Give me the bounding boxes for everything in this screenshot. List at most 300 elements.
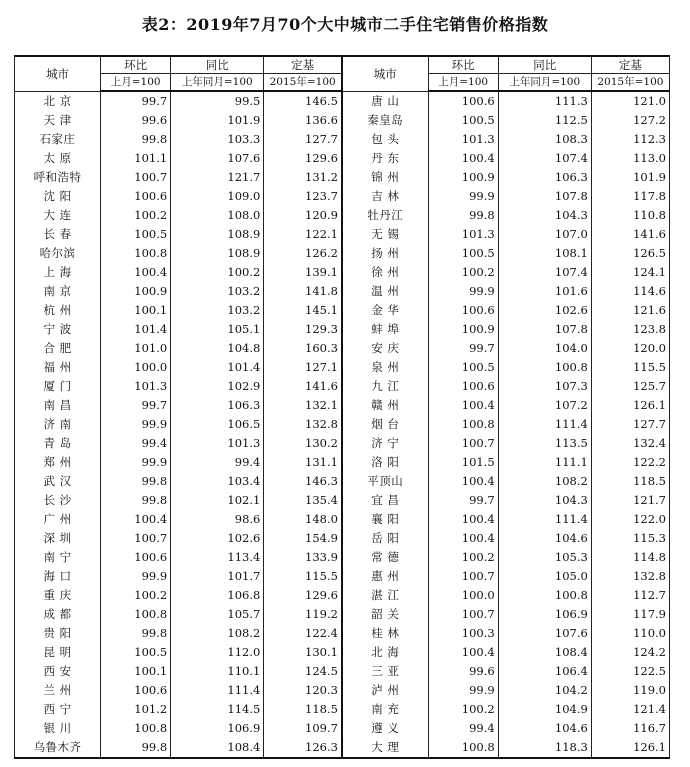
right-yoy-value: 104.6 — [498, 529, 591, 548]
right-fixed-value: 121.0 — [591, 91, 669, 111]
table-row — [15, 263, 670, 282]
right-fixed-value: 114.8 — [591, 548, 669, 567]
right-city-name: 岳 阳 — [342, 529, 428, 548]
left-mom-value: 100.5 — [101, 643, 171, 662]
right-mom-value: 100.5 — [428, 358, 498, 377]
left-city-name: 合 肥 — [15, 339, 101, 358]
right-mom-value: 100.9 — [428, 168, 498, 187]
table-row — [15, 453, 670, 472]
right-fixed-value: 132.4 — [591, 434, 669, 453]
left-city-name: 青 岛 — [15, 434, 101, 453]
right-fixed-value: 132.8 — [591, 567, 669, 586]
left-mom-value: 100.7 — [101, 529, 171, 548]
left-city-name: 宁 波 — [15, 320, 101, 339]
left-mom-value: 100.8 — [101, 244, 171, 263]
right-city-name: 赣 州 — [342, 396, 428, 415]
right-city-name: 金 华 — [342, 301, 428, 320]
table-row — [15, 700, 670, 719]
left-yoy-value: 109.0 — [171, 187, 264, 206]
left-yoy-value: 108.2 — [171, 624, 264, 643]
left-city-name: 昆 明 — [15, 643, 101, 662]
left-city-name: 海 口 — [15, 567, 101, 586]
right-mom-value: 100.4 — [428, 396, 498, 415]
left-mom-value: 101.0 — [101, 339, 171, 358]
right-fixed-value: 115.3 — [591, 529, 669, 548]
header-mom-base-left: 上月=100 — [101, 74, 171, 92]
right-yoy-value: 111.3 — [498, 91, 591, 111]
right-city-name: 宜 昌 — [342, 491, 428, 510]
left-yoy-value: 108.4 — [171, 738, 264, 758]
right-fixed-value: 121.4 — [591, 700, 669, 719]
right-city-name: 徐 州 — [342, 263, 428, 282]
left-city-name: 重 庆 — [15, 586, 101, 605]
table-row — [15, 91, 670, 111]
right-city-name: 烟 台 — [342, 415, 428, 434]
left-yoy-value: 102.1 — [171, 491, 264, 510]
left-mom-value: 99.4 — [101, 434, 171, 453]
right-city-name: 锦 州 — [342, 168, 428, 187]
header-city-left: 城市 — [15, 56, 101, 91]
left-yoy-value: 108.9 — [171, 244, 264, 263]
left-yoy-value: 99.4 — [171, 453, 264, 472]
right-fixed-value: 110.8 — [591, 206, 669, 225]
left-fixed-value: 154.9 — [264, 529, 342, 548]
left-yoy-value: 121.7 — [171, 168, 264, 187]
left-fixed-value: 141.6 — [264, 377, 342, 396]
right-yoy-value: 104.6 — [498, 719, 591, 738]
table-body — [15, 91, 670, 758]
right-mom-value: 100.6 — [428, 91, 498, 111]
right-yoy-value: 111.1 — [498, 453, 591, 472]
left-city-name: 深 圳 — [15, 529, 101, 548]
left-fixed-value: 133.9 — [264, 548, 342, 567]
right-mom-value: 100.4 — [428, 149, 498, 168]
left-city-name: 杭 州 — [15, 301, 101, 320]
left-fixed-value: 109.7 — [264, 719, 342, 738]
left-mom-value: 99.8 — [101, 624, 171, 643]
left-mom-value: 100.1 — [101, 662, 171, 681]
right-yoy-value: 112.5 — [498, 111, 591, 130]
right-city-name: 惠 州 — [342, 567, 428, 586]
left-city-name: 长 沙 — [15, 491, 101, 510]
right-yoy-value: 105.0 — [498, 567, 591, 586]
left-yoy-value: 108.9 — [171, 225, 264, 244]
header-yoy-base-left: 上年同月=100 — [171, 74, 264, 92]
left-fixed-value: 131.2 — [264, 168, 342, 187]
right-yoy-value: 106.9 — [498, 605, 591, 624]
left-yoy-value: 99.5 — [171, 91, 264, 111]
left-mom-value: 100.2 — [101, 206, 171, 225]
right-yoy-value: 118.3 — [498, 738, 591, 758]
table-row — [15, 377, 670, 396]
table-row — [15, 643, 670, 662]
left-city-name: 南 宁 — [15, 548, 101, 567]
right-city-name: 九 江 — [342, 377, 428, 396]
right-yoy-value: 107.4 — [498, 263, 591, 282]
right-city-name: 湛 江 — [342, 586, 428, 605]
right-mom-value: 100.7 — [428, 605, 498, 624]
right-city-name: 泸 州 — [342, 681, 428, 700]
left-fixed-value: 129.3 — [264, 320, 342, 339]
left-fixed-value: 141.8 — [264, 282, 342, 301]
left-city-name: 沈 阳 — [15, 187, 101, 206]
right-city-name: 吉 林 — [342, 187, 428, 206]
right-fixed-value: 127.7 — [591, 415, 669, 434]
left-fixed-value: 132.8 — [264, 415, 342, 434]
right-fixed-value: 116.7 — [591, 719, 669, 738]
left-mom-value: 101.2 — [101, 700, 171, 719]
right-mom-value: 100.4 — [428, 472, 498, 491]
table-row — [15, 320, 670, 339]
left-yoy-value: 106.9 — [171, 719, 264, 738]
right-mom-value: 100.4 — [428, 510, 498, 529]
left-fixed-value: 120.9 — [264, 206, 342, 225]
left-city-name: 乌鲁木齐 — [15, 738, 101, 758]
table-row — [15, 149, 670, 168]
left-city-name: 成 都 — [15, 605, 101, 624]
left-fixed-value: 118.5 — [264, 700, 342, 719]
table-row — [15, 510, 670, 529]
table-row — [15, 472, 670, 491]
right-yoy-value: 107.8 — [498, 187, 591, 206]
left-yoy-value: 105.1 — [171, 320, 264, 339]
right-mom-value: 100.2 — [428, 548, 498, 567]
left-city-name: 大 连 — [15, 206, 101, 225]
right-city-name: 安 庆 — [342, 339, 428, 358]
left-mom-value: 99.9 — [101, 567, 171, 586]
right-yoy-value: 107.6 — [498, 624, 591, 643]
left-city-name: 长 春 — [15, 225, 101, 244]
left-mom-value: 99.9 — [101, 415, 171, 434]
left-mom-value: 100.4 — [101, 263, 171, 282]
right-yoy-value: 106.3 — [498, 168, 591, 187]
table-row — [15, 662, 670, 681]
price-index-table — [14, 55, 670, 759]
left-yoy-value: 106.5 — [171, 415, 264, 434]
right-fixed-value: 126.1 — [591, 396, 669, 415]
left-mom-value: 101.1 — [101, 149, 171, 168]
right-city-name: 遵 义 — [342, 719, 428, 738]
left-city-name: 呼和浩特 — [15, 168, 101, 187]
left-city-name: 贵 阳 — [15, 624, 101, 643]
right-yoy-value: 105.3 — [498, 548, 591, 567]
right-city-name: 洛 阳 — [342, 453, 428, 472]
right-fixed-value: 121.7 — [591, 491, 669, 510]
left-city-name: 西 安 — [15, 662, 101, 681]
right-yoy-value: 104.2 — [498, 681, 591, 700]
left-city-name: 哈尔滨 — [15, 244, 101, 263]
left-city-name: 南 京 — [15, 282, 101, 301]
right-yoy-value: 107.8 — [498, 320, 591, 339]
right-mom-value: 100.8 — [428, 415, 498, 434]
left-city-name: 石家庄 — [15, 130, 101, 149]
left-fixed-value: 131.1 — [264, 453, 342, 472]
left-mom-value: 100.6 — [101, 681, 171, 700]
left-fixed-value: 123.7 — [264, 187, 342, 206]
left-mom-value: 99.8 — [101, 738, 171, 758]
table-row — [15, 244, 670, 263]
left-fixed-value: 132.1 — [264, 396, 342, 415]
left-city-name: 广 州 — [15, 510, 101, 529]
right-city-name: 无 锡 — [342, 225, 428, 244]
right-fixed-value: 122.0 — [591, 510, 669, 529]
left-city-name: 天 津 — [15, 111, 101, 130]
right-fixed-value: 119.0 — [591, 681, 669, 700]
left-fixed-value: 129.6 — [264, 149, 342, 168]
right-fixed-value: 117.9 — [591, 605, 669, 624]
right-mom-value: 101.5 — [428, 453, 498, 472]
left-yoy-value: 106.3 — [171, 396, 264, 415]
left-yoy-value: 98.6 — [171, 510, 264, 529]
header-fixed-base-right: 2015年=100 — [591, 74, 669, 92]
left-city-name: 武 汉 — [15, 472, 101, 491]
right-city-name: 襄 阳 — [342, 510, 428, 529]
left-mom-value: 100.8 — [101, 719, 171, 738]
left-mom-value: 99.7 — [101, 396, 171, 415]
right-yoy-value: 108.4 — [498, 643, 591, 662]
right-mom-value: 100.7 — [428, 567, 498, 586]
table-row — [15, 738, 670, 758]
right-yoy-value: 104.3 — [498, 206, 591, 225]
left-yoy-value: 102.6 — [171, 529, 264, 548]
left-fixed-value: 139.1 — [264, 263, 342, 282]
right-yoy-value: 102.6 — [498, 301, 591, 320]
left-yoy-value: 102.9 — [171, 377, 264, 396]
left-yoy-value: 101.7 — [171, 567, 264, 586]
left-yoy-value: 101.9 — [171, 111, 264, 130]
right-yoy-value: 106.4 — [498, 662, 591, 681]
right-mom-value: 100.9 — [428, 320, 498, 339]
left-yoy-value: 101.3 — [171, 434, 264, 453]
left-city-name: 厦 门 — [15, 377, 101, 396]
left-mom-value: 99.8 — [101, 491, 171, 510]
left-yoy-value: 103.4 — [171, 472, 264, 491]
right-mom-value: 100.8 — [428, 738, 498, 758]
left-yoy-value: 105.7 — [171, 605, 264, 624]
right-city-name: 丹 东 — [342, 149, 428, 168]
right-city-name: 泉 州 — [342, 358, 428, 377]
right-fixed-value: 123.8 — [591, 320, 669, 339]
table-row — [15, 624, 670, 643]
left-mom-value: 99.9 — [101, 453, 171, 472]
left-city-name: 西 宁 — [15, 700, 101, 719]
table-row — [15, 681, 670, 700]
table-row — [15, 415, 670, 434]
right-city-name: 蚌 埠 — [342, 320, 428, 339]
right-fixed-value: 112.3 — [591, 130, 669, 149]
table-row — [15, 719, 670, 738]
left-yoy-value: 107.6 — [171, 149, 264, 168]
right-yoy-value: 101.6 — [498, 282, 591, 301]
right-yoy-value: 100.8 — [498, 586, 591, 605]
right-mom-value: 100.6 — [428, 377, 498, 396]
left-mom-value: 100.0 — [101, 358, 171, 377]
table-row — [15, 206, 670, 225]
left-fixed-value: 136.6 — [264, 111, 342, 130]
right-city-name: 韶 关 — [342, 605, 428, 624]
right-fixed-value: 124.2 — [591, 643, 669, 662]
left-city-name: 福 州 — [15, 358, 101, 377]
right-fixed-value: 115.5 — [591, 358, 669, 377]
right-city-name: 大 理 — [342, 738, 428, 758]
left-city-name: 银 川 — [15, 719, 101, 738]
right-fixed-value: 121.6 — [591, 301, 669, 320]
left-city-name: 南 昌 — [15, 396, 101, 415]
header-mom-base-right: 上月=100 — [428, 74, 498, 92]
table-row — [15, 339, 670, 358]
table-row — [15, 187, 670, 206]
left-city-name: 济 南 — [15, 415, 101, 434]
left-mom-value: 101.4 — [101, 320, 171, 339]
header-yoy-left: 同比 — [171, 56, 264, 74]
left-fixed-value: 130.2 — [264, 434, 342, 453]
header-yoy-right: 同比 — [498, 56, 591, 74]
left-fixed-value: 145.1 — [264, 301, 342, 320]
right-mom-value: 100.6 — [428, 301, 498, 320]
left-mom-value: 100.6 — [101, 187, 171, 206]
right-fixed-value: 122.5 — [591, 662, 669, 681]
left-yoy-value: 104.8 — [171, 339, 264, 358]
left-mom-value: 99.7 — [101, 91, 171, 111]
table-row — [15, 111, 670, 130]
right-mom-value: 101.3 — [428, 130, 498, 149]
right-city-name: 平顶山 — [342, 472, 428, 491]
right-mom-value: 100.5 — [428, 244, 498, 263]
left-yoy-value: 103.2 — [171, 282, 264, 301]
left-mom-value: 100.9 — [101, 282, 171, 301]
left-yoy-value: 113.4 — [171, 548, 264, 567]
left-yoy-value: 103.3 — [171, 130, 264, 149]
right-city-name: 包 头 — [342, 130, 428, 149]
left-mom-value: 99.8 — [101, 130, 171, 149]
right-city-name: 唐 山 — [342, 91, 428, 111]
left-fixed-value: 119.2 — [264, 605, 342, 624]
right-city-name: 南 充 — [342, 700, 428, 719]
right-fixed-value: 118.5 — [591, 472, 669, 491]
right-fixed-value: 110.0 — [591, 624, 669, 643]
left-mom-value: 101.3 — [101, 377, 171, 396]
right-yoy-value: 107.0 — [498, 225, 591, 244]
header-mom-left: 环比 — [101, 56, 171, 74]
left-mom-value: 100.6 — [101, 548, 171, 567]
left-mom-value: 100.2 — [101, 586, 171, 605]
right-mom-value: 99.9 — [428, 282, 498, 301]
table-row — [15, 396, 670, 415]
right-fixed-value: 125.7 — [591, 377, 669, 396]
table-row — [15, 130, 670, 149]
left-mom-value: 100.8 — [101, 605, 171, 624]
right-mom-value: 99.9 — [428, 681, 498, 700]
right-mom-value: 100.7 — [428, 434, 498, 453]
left-city-name: 北 京 — [15, 91, 101, 111]
right-fixed-value: 113.0 — [591, 149, 669, 168]
left-fixed-value: 146.5 — [264, 91, 342, 111]
left-yoy-value: 108.0 — [171, 206, 264, 225]
right-city-name: 三 亚 — [342, 662, 428, 681]
right-yoy-value: 108.3 — [498, 130, 591, 149]
header-yoy-base-right: 上年同月=100 — [498, 74, 591, 92]
right-city-name: 牡丹江 — [342, 206, 428, 225]
right-city-name: 常 德 — [342, 548, 428, 567]
right-yoy-value: 111.4 — [498, 415, 591, 434]
right-city-name: 济 宁 — [342, 434, 428, 453]
left-yoy-value: 100.2 — [171, 263, 264, 282]
right-fixed-value: 114.6 — [591, 282, 669, 301]
right-mom-value: 100.5 — [428, 111, 498, 130]
table-row — [15, 434, 670, 453]
left-yoy-value: 101.4 — [171, 358, 264, 377]
right-yoy-value: 104.0 — [498, 339, 591, 358]
table-row — [15, 548, 670, 567]
right-mom-value: 101.3 — [428, 225, 498, 244]
right-city-name: 桂 林 — [342, 624, 428, 643]
left-mom-value: 100.4 — [101, 510, 171, 529]
right-yoy-value: 107.3 — [498, 377, 591, 396]
left-fixed-value: 124.5 — [264, 662, 342, 681]
left-fixed-value: 160.3 — [264, 339, 342, 358]
right-fixed-value: 122.2 — [591, 453, 669, 472]
left-city-name: 兰 州 — [15, 681, 101, 700]
right-yoy-value: 107.4 — [498, 149, 591, 168]
right-yoy-value: 108.1 — [498, 244, 591, 263]
table-row — [15, 605, 670, 624]
right-yoy-value: 108.2 — [498, 472, 591, 491]
right-city-name: 北 海 — [342, 643, 428, 662]
table-row — [15, 168, 670, 187]
right-fixed-value: 112.7 — [591, 586, 669, 605]
table-row — [15, 225, 670, 244]
table-row — [15, 567, 670, 586]
header-fixed-right: 定基 — [591, 56, 669, 74]
right-mom-value: 100.2 — [428, 700, 498, 719]
left-fixed-value: 122.4 — [264, 624, 342, 643]
right-fixed-value: 117.8 — [591, 187, 669, 206]
table-row — [15, 301, 670, 320]
left-mom-value: 100.7 — [101, 168, 171, 187]
left-yoy-value: 110.1 — [171, 662, 264, 681]
right-fixed-value: 126.1 — [591, 738, 669, 758]
table-title: 表2：2019年7月70个大中城市二手住宅销售价格指数 — [141, 15, 549, 34]
left-fixed-value: 126.2 — [264, 244, 342, 263]
left-city-name: 上 海 — [15, 263, 101, 282]
right-yoy-value: 113.5 — [498, 434, 591, 453]
table-row — [15, 358, 670, 377]
right-fixed-value: 126.5 — [591, 244, 669, 263]
left-fixed-value: 135.4 — [264, 491, 342, 510]
left-city-name: 太 原 — [15, 149, 101, 168]
right-fixed-value: 124.1 — [591, 263, 669, 282]
left-fixed-value: 148.0 — [264, 510, 342, 529]
header-mom-right: 环比 — [428, 56, 498, 74]
header-fixed-left: 定基 — [264, 56, 342, 74]
left-fixed-value: 130.1 — [264, 643, 342, 662]
left-mom-value: 100.5 — [101, 225, 171, 244]
left-fixed-value: 120.3 — [264, 681, 342, 700]
right-yoy-value: 104.9 — [498, 700, 591, 719]
right-yoy-value: 111.4 — [498, 510, 591, 529]
right-mom-value: 99.4 — [428, 719, 498, 738]
left-yoy-value: 112.0 — [171, 643, 264, 662]
right-yoy-value: 104.3 — [498, 491, 591, 510]
left-city-name: 郑 州 — [15, 453, 101, 472]
table-row — [15, 282, 670, 301]
right-city-name: 温 州 — [342, 282, 428, 301]
right-mom-value: 99.8 — [428, 206, 498, 225]
right-mom-value: 99.7 — [428, 339, 498, 358]
right-mom-value: 99.7 — [428, 491, 498, 510]
right-fixed-value: 120.0 — [591, 339, 669, 358]
left-yoy-value: 106.8 — [171, 586, 264, 605]
